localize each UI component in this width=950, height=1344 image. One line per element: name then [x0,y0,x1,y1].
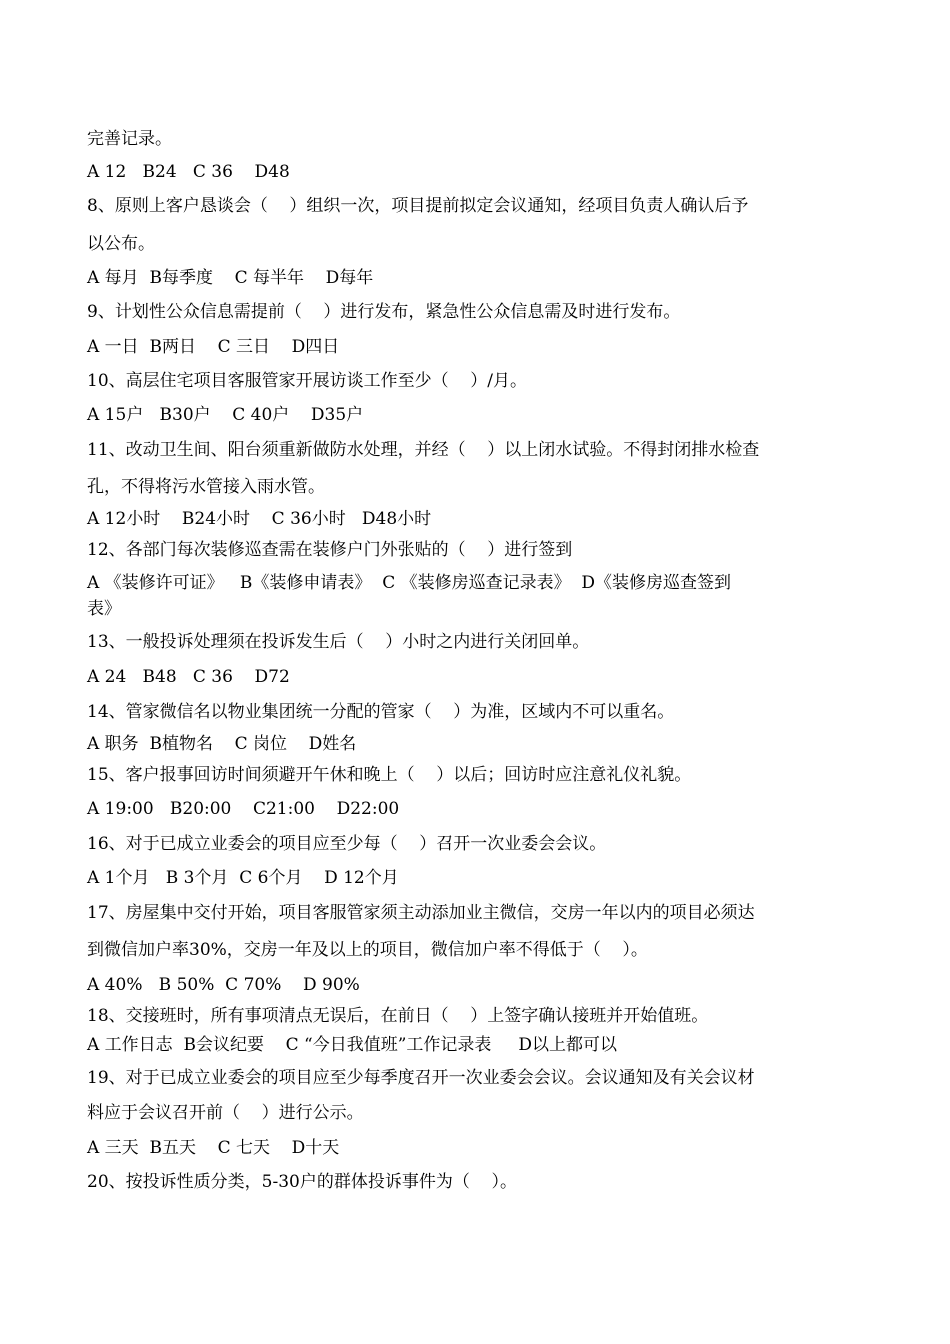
text-line-continuation: 完善记录。 [87,129,172,149]
q12-options-line-2: 表》 [87,599,121,619]
q10-options: A 15户 B30户 C 40户 D35户 [87,405,364,425]
q11-line-1: 11、改动卫生间、阳台须重新做防水处理，并经（ ）以上闭水试验。不得封闭排水检查 [87,440,760,460]
q11-options: A 12小时 B24小时 C 36小时 D48小时 [87,509,432,529]
q19-line-2: 料应于会议召开前（ ）进行公示。 [87,1103,364,1123]
q16-options: A 1个月 B 3个月 C 6个月 D 12个月 [87,868,399,888]
q16-line-1: 16、对于已成立业委会的项目应至少每（ ）召开一次业委会会议。 [87,834,607,854]
q9-line-1: 9、计划性公众信息需提前（ ）进行发布，紧急性公众信息需及时进行发布。 [87,302,681,322]
q19-line-1: 19、对于已成立业委会的项目应至少每季度召开一次业委会会议。会议通知及有关会议材 [87,1068,755,1088]
q17-options: A 40% B 50% C 70% D 90% [87,975,360,995]
q15-line-1: 15、客户报事回访时间须避开午休和晚上（ ）以后；回访时应注意礼仪礼貌。 [87,765,692,785]
q8-line-1: 8、原则上客户恳谈会（ ）组织一次，项目提前拟定会议通知，经项目负责人确认后予 [87,196,749,216]
q8-options: A 每月 B每季度 C 每半年 D每年 [87,268,374,288]
q11-line-2: 孔，不得将污水管接入雨水管。 [87,477,325,497]
q18-options: A 工作日志 B会议纪要 C “今日我值班”工作记录表 D以上都可以 [87,1035,618,1055]
q7-options: A 12 B24 C 36 D48 [87,162,290,182]
q14-options: A 职务 B植物名 C 岗位 D姓名 [87,734,357,754]
q12-line-1: 12、各部门每次装修巡查需在装修户门外张贴的（ ）进行签到 [87,540,573,560]
q8-line-2: 以公布。 [87,234,155,254]
q13-line-1: 13、一般投诉处理须在投诉发生后（ ）小时之内进行关闭回单。 [87,632,590,652]
q19-options: A 三天 B五天 C 七天 D十天 [87,1138,340,1158]
q14-line-1: 14、管家微信名以物业集团统一分配的管家（ ）为准，区域内不可以重名。 [87,702,675,722]
q9-options: A 一日 B两日 C 三日 D四日 [87,337,340,357]
q12-options-line-1: A 《装修许可证》 B《装修申请表》 C 《装修房巡查记录表》 D《装修房巡查签到 [87,573,732,593]
q17-line-1: 17、房屋集中交付开始，项目客服管家须主动添加业主微信，交房一年以内的项目必须达 [87,903,755,923]
q20-line-1: 20、按投诉性质分类，5-30户的群体投诉事件为（ ）。 [87,1172,517,1192]
q18-line-1: 18、交接班时，所有事项清点无误后，在前日（ ）上签字确认接班并开始值班。 [87,1006,709,1026]
q15-options: A 19:00 B20:00 C21:00 D22:00 [87,799,400,819]
q10-line-1: 10、高层住宅项目客服管家开展访谈工作至少（ ）/月。 [87,371,527,391]
q17-line-2: 到微信加户率30%，交房一年及以上的项目，微信加户率不得低于（ ）。 [87,940,648,960]
q13-options: A 24 B48 C 36 D72 [87,667,290,687]
